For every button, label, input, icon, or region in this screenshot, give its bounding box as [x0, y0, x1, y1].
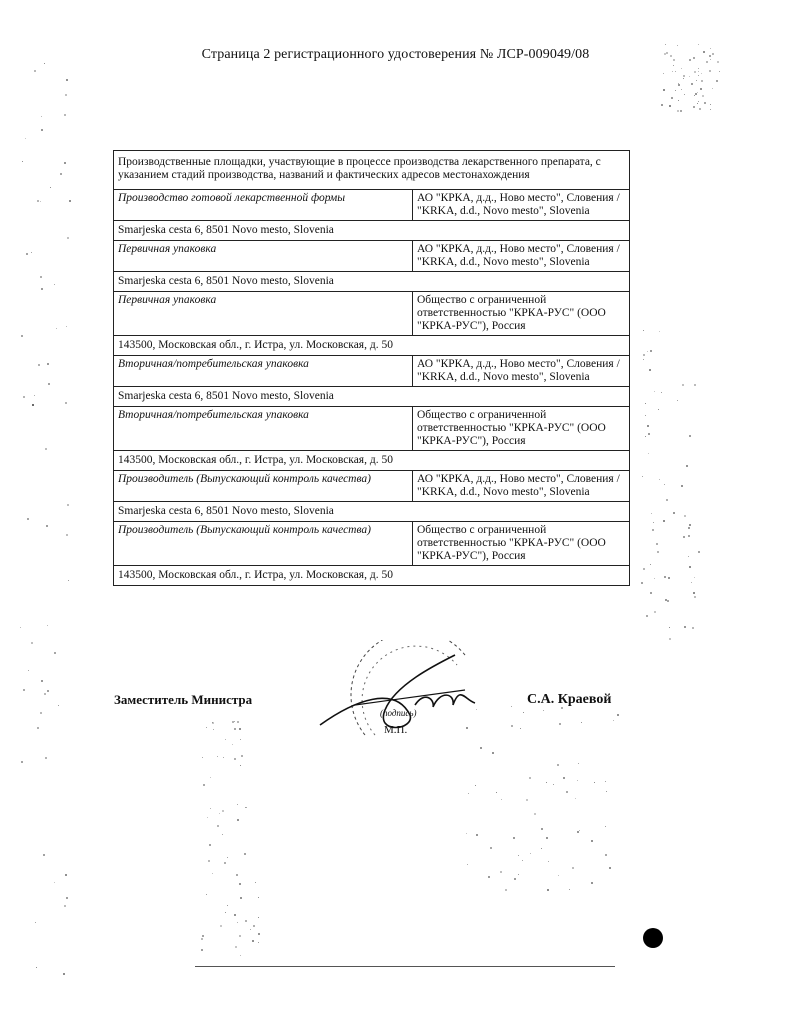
scan-speckle [605, 826, 606, 827]
scan-speckle [240, 897, 242, 899]
scan-speckle [224, 862, 226, 864]
scan-speckle [677, 110, 679, 112]
scan-speckle [698, 75, 699, 76]
scan-speckle [475, 785, 476, 786]
scan-speckle [244, 853, 246, 855]
scan-speckle [468, 793, 469, 794]
table-row [114, 355, 629, 386]
scan-speckle [32, 404, 34, 406]
scan-speckle [645, 436, 646, 437]
scan-speckle [209, 844, 211, 846]
scan-speckle [64, 905, 66, 907]
scan-speckle [689, 76, 690, 77]
scan-speckle [654, 578, 655, 579]
scan-speckle [67, 237, 69, 239]
scan-speckle [643, 330, 644, 331]
scan-speckle [697, 103, 698, 104]
scan-speckle [240, 955, 241, 956]
scan-speckle [698, 68, 699, 69]
scan-speckle [678, 84, 680, 86]
scan-speckle [34, 395, 35, 396]
scan-speckle [65, 94, 67, 96]
scan-speckle [698, 551, 700, 553]
scan-speckle [643, 359, 644, 360]
scan-speckle [501, 799, 502, 800]
scan-speckle [710, 109, 711, 110]
production-sites-table [113, 150, 630, 586]
scan-speckle [41, 288, 43, 290]
scan-speckle [27, 518, 29, 520]
scan-speckle [46, 525, 48, 527]
scan-speckle [669, 627, 670, 628]
scan-speckle [558, 875, 559, 876]
scan-speckle [22, 161, 23, 162]
scan-speckle [45, 448, 47, 450]
scan-speckle [682, 384, 684, 386]
company-cell: Общество с ограниченной ответственностью "КРКА-РУС" (ООО "КРКА-РУС"), Россия [417, 294, 606, 332]
table-row [114, 521, 629, 565]
scan-speckle [467, 864, 468, 865]
scan-speckle [36, 967, 37, 968]
address-row: Smarjeska cesta 6, 8501 Novo mesto, Slovenia [114, 386, 629, 406]
scan-speckle [684, 626, 686, 628]
company-cell: АО "КРКА, д.д., Ново место", Словения / "KRKA, d.d., Novo mesto", Slovenia [417, 243, 620, 268]
scan-speckle [641, 582, 643, 584]
scan-speckle [646, 615, 648, 617]
scan-speckle [710, 104, 711, 105]
scan-speckle [505, 889, 507, 891]
scan-speckle [235, 946, 237, 948]
scan-speckle [695, 93, 697, 95]
scan-speckle [688, 527, 690, 529]
scan-speckle [661, 104, 663, 106]
stage-cell: Вторичная/потребительская упаковка [114, 356, 413, 386]
scan-speckle [663, 89, 665, 91]
scan-speckle [664, 484, 665, 485]
scan-speckle [675, 90, 676, 91]
scan-speckle [689, 435, 691, 437]
scan-speckle [698, 71, 699, 72]
scan-speckle [686, 465, 688, 467]
scan-speckle [643, 354, 645, 356]
scan-speckle [239, 935, 241, 937]
scan-blot [643, 928, 663, 948]
stage-cell: Первичная упаковка [114, 241, 413, 271]
scan-speckle [694, 95, 695, 96]
scan-speckle [219, 813, 220, 814]
scan-speckle [255, 882, 256, 883]
scan-speckle [669, 105, 671, 107]
scan-speckle [671, 97, 673, 99]
scan-speckle [41, 116, 42, 117]
scan-speckle [476, 834, 478, 836]
scan-speckle [693, 592, 695, 594]
scan-speckle [541, 848, 542, 849]
bottom-scan-line [195, 966, 615, 967]
scan-speckle [37, 200, 39, 202]
scan-speckle [594, 782, 595, 783]
scan-speckle [20, 627, 21, 628]
scan-speckle [522, 860, 523, 861]
scan-speckle [681, 89, 682, 90]
scan-speckle [680, 110, 682, 112]
scan-speckle [258, 933, 260, 935]
scan-speckle [541, 828, 543, 830]
scan-speckle [575, 798, 576, 799]
scan-speckle [648, 433, 650, 435]
scan-speckle [657, 551, 659, 553]
scan-speckle [653, 522, 654, 523]
scan-speckle [43, 854, 45, 856]
scan-speckle [647, 351, 648, 352]
scan-speckle [236, 874, 238, 876]
scan-speckle [201, 938, 203, 940]
scan-speckle [677, 45, 678, 46]
scan-speckle [697, 92, 698, 93]
scan-speckle [666, 499, 668, 501]
scan-speckle [23, 396, 25, 398]
scan-speckle [47, 363, 49, 365]
scan-speckle [66, 326, 67, 327]
scan-speckle [66, 897, 68, 899]
scan-speckle [50, 187, 51, 188]
scan-speckle [579, 830, 580, 831]
scan-speckle [694, 384, 696, 386]
scan-speckle [54, 284, 55, 285]
scan-speckle [253, 925, 255, 927]
scan-speckle [32, 404, 34, 406]
scan-speckle [691, 582, 692, 583]
scan-speckle [689, 566, 691, 568]
scan-speckle [64, 162, 66, 164]
signature-caption: (подпись) [380, 708, 417, 718]
scan-speckle [698, 44, 699, 45]
scan-speckle [572, 867, 574, 869]
scan-speckle [681, 68, 682, 69]
scan-speckle [237, 819, 239, 821]
scan-speckle [26, 253, 28, 255]
address-row: 143500, Московская обл., г. Истра, ул. Московская, д. 50 [114, 565, 629, 585]
address-row: 143500, Московская обл., г. Истра, ул. Московская, д. 50 [114, 335, 629, 355]
scan-speckle [258, 917, 259, 918]
scan-speckle [222, 810, 224, 812]
scan-speckle [548, 861, 549, 862]
address-row: 143500, Московская обл., г. Истра, ул. Московская, д. 50 [114, 450, 629, 470]
table-row [114, 240, 629, 271]
scan-speckle [663, 520, 665, 522]
scan-speckle [69, 200, 71, 202]
scan-speckle [466, 833, 467, 834]
scan-speckle [654, 611, 656, 613]
scan-speckle [227, 905, 228, 906]
scan-speckle [694, 71, 696, 73]
scan-speckle [716, 80, 718, 82]
scan-speckle [609, 867, 611, 869]
scan-speckle [518, 855, 519, 856]
scan-speckle [68, 580, 69, 581]
scan-speckle [650, 350, 652, 352]
scan-speckle [60, 173, 62, 175]
scan-speckle [678, 100, 679, 101]
scan-speckle [234, 914, 236, 916]
scan-speckle [227, 857, 228, 858]
scan-speckle [65, 874, 67, 876]
scan-speckle [206, 894, 207, 895]
scan-speckle [245, 920, 247, 922]
scan-speckle [547, 889, 549, 891]
scan-speckle [518, 874, 519, 875]
table-row [114, 470, 629, 501]
scan-speckle [66, 534, 68, 536]
scan-speckle [668, 577, 670, 579]
scan-speckle [34, 70, 36, 72]
scan-speckle [534, 813, 536, 815]
scan-speckle [712, 88, 713, 89]
stage-cell: Производство готовой лекарственной формы [114, 190, 413, 220]
scan-speckle [701, 73, 702, 74]
company-cell: Общество с ограниченной ответственностью "КРКА-РУС" (ООО "КРКА-РУС"), Россия [417, 409, 606, 447]
scan-speckle [246, 807, 247, 808]
signature-icon [315, 645, 515, 745]
scan-speckle [245, 807, 246, 808]
scan-speckle [694, 577, 695, 578]
scan-speckle [648, 453, 649, 454]
scan-speckle [656, 543, 658, 545]
scan-speckle [67, 504, 69, 506]
signatory-name: С.А. Краевой [527, 692, 612, 707]
scan-speckle [35, 922, 36, 923]
scan-speckle [664, 576, 666, 578]
scan-speckle [202, 935, 204, 937]
scan-speckle [642, 476, 643, 477]
scan-speckle [25, 138, 26, 139]
scan-speckle [698, 101, 699, 102]
scan-speckle [252, 940, 254, 942]
scan-speckle [56, 328, 57, 329]
scan-speckle [719, 71, 720, 72]
address-row: Smarjeska cesta 6, 8501 Novo mesto, Slovenia [114, 501, 629, 521]
scan-speckle [217, 825, 219, 827]
address-row: Smarjeska cesta 6, 8501 Novo mesto, Slovenia [114, 271, 629, 291]
scan-speckle [675, 71, 676, 72]
scan-speckle [691, 83, 693, 85]
scan-speckle [222, 834, 223, 835]
scan-speckle [649, 369, 651, 371]
scan-speckle [63, 973, 65, 975]
scan-speckle [530, 853, 531, 854]
scan-speckle [208, 860, 210, 862]
company-cell: АО "КРКА, д.д., Ново место", Словения / "KRKA, d.d., Novo mesto", Slovenia [417, 192, 620, 217]
scan-speckle [692, 627, 694, 629]
scan-speckle [678, 83, 679, 84]
scan-speckle [681, 485, 683, 487]
scan-speckle [488, 876, 490, 878]
scan-speckle [553, 784, 554, 785]
scan-speckle [699, 108, 701, 110]
scan-speckle [677, 400, 678, 401]
scan-speckle [684, 515, 686, 517]
scan-speckle [38, 364, 40, 366]
scan-speckle [702, 95, 704, 97]
scan-speckle [645, 415, 646, 416]
signature-block [0, 640, 791, 780]
company-cell: АО "КРКА, д.д., Ново место", Словения / "KRKA, d.d., Novo mesto", Slovenia [417, 473, 620, 498]
scan-speckle [688, 535, 690, 537]
scan-speckle [673, 512, 675, 514]
scan-speckle [569, 889, 570, 890]
scan-speckle [546, 837, 548, 839]
scan-speckle [683, 75, 685, 77]
scan-speckle [654, 391, 655, 392]
scan-speckle [667, 600, 669, 602]
scan-speckle [220, 925, 222, 927]
scan-speckle [651, 513, 652, 514]
scan-speckle [490, 847, 492, 849]
scan-speckle [683, 536, 685, 538]
scan-speckle [526, 799, 528, 801]
scan-speckle [40, 276, 42, 278]
scan-speckle [566, 791, 568, 793]
scan-speckle [258, 942, 259, 943]
scan-speckle [673, 65, 674, 66]
scan-speckle [65, 402, 67, 404]
scan-speckle [577, 831, 579, 833]
scan-speckle [591, 840, 593, 842]
scan-speckle [643, 568, 645, 570]
company-cell: АО "КРКА, д.д., Ново место", Словения / "KRKA, d.d., Novo mesto", Slovenia [417, 358, 620, 383]
stage-cell: Производитель (Выпускающий контроль качества) [114, 471, 413, 501]
scan-speckle [659, 331, 660, 332]
scan-speckle [647, 425, 649, 427]
scan-speckle [693, 106, 695, 108]
scan-speckle [645, 403, 646, 404]
scan-speckle [701, 80, 703, 82]
scan-speckle [650, 592, 652, 594]
scan-speckle [689, 524, 691, 526]
scan-speckle [704, 102, 706, 104]
scan-speckle [500, 871, 502, 873]
stage-cell: Производитель (Выпускающий контроль качества) [114, 522, 413, 565]
scan-speckle [709, 70, 711, 72]
scan-speckle [694, 596, 696, 598]
scan-speckle [48, 383, 50, 385]
scan-speckle [650, 564, 651, 565]
scan-speckle [665, 599, 667, 601]
stage-cell: Вторичная/потребительская упаковка [114, 407, 413, 450]
scan-speckle [683, 78, 684, 79]
scan-speckle [700, 88, 702, 90]
scan-speckle [658, 409, 659, 410]
scan-speckle [591, 882, 593, 884]
scan-speckle [672, 71, 673, 72]
company-cell: Общество с ограниченной ответственностью "КРКА-РУС" (ООО "КРКА-РУС"), Россия [417, 524, 606, 562]
scan-speckle [201, 949, 203, 951]
scan-speckle [41, 129, 43, 131]
scan-speckle [21, 335, 23, 337]
scan-speckle [31, 252, 32, 253]
scan-speckle [605, 854, 607, 856]
scan-speckle [577, 780, 578, 781]
scan-speckle [203, 784, 205, 786]
scan-speckle [661, 392, 662, 393]
scan-speckle [605, 781, 606, 782]
scan-speckle [606, 791, 607, 792]
table-title: Производственные площадки, участвующие в процессе производства лекарственного препарата, с указанием стадий производства, названий и фактических адресов местонахождения [118, 156, 601, 181]
scan-speckle [237, 804, 238, 805]
scan-speckle [40, 201, 41, 202]
scan-speckle [688, 556, 689, 557]
stage-cell: Первичная упаковка [114, 292, 413, 335]
scan-speckle [513, 837, 515, 839]
scan-speckle [696, 80, 697, 81]
seal-caption: М.П. [384, 724, 408, 736]
scan-speckle [210, 808, 211, 809]
scan-speckle [207, 817, 208, 818]
scan-speckle [237, 922, 238, 923]
scan-speckle [66, 79, 68, 81]
scan-speckle [659, 479, 660, 480]
scan-speckle [250, 929, 251, 930]
scan-speckle [546, 782, 547, 783]
table-row [114, 189, 629, 220]
scan-speckle [225, 912, 226, 913]
table-row [114, 291, 629, 335]
scan-speckle [47, 625, 48, 626]
scan-speckle [258, 897, 259, 898]
scan-speckle [663, 73, 664, 74]
signatory-position: Заместитель Министра [114, 692, 253, 707]
scan-speckle [54, 882, 55, 883]
table-row [114, 406, 629, 450]
scan-speckle [514, 878, 516, 880]
scan-speckle [212, 873, 213, 874]
address-row: Smarjeska cesta 6, 8501 Novo mesto, Slovenia [114, 220, 629, 240]
scan-speckle [652, 529, 654, 531]
scan-speckle [665, 44, 666, 45]
scan-speckle [64, 114, 66, 116]
scan-speckle [684, 94, 685, 95]
scan-speckle [496, 792, 497, 793]
page-header: Страница 2 регистрационного удостоверения № ЛСР-009049/08 [201, 47, 590, 62]
scan-speckle [239, 883, 241, 885]
